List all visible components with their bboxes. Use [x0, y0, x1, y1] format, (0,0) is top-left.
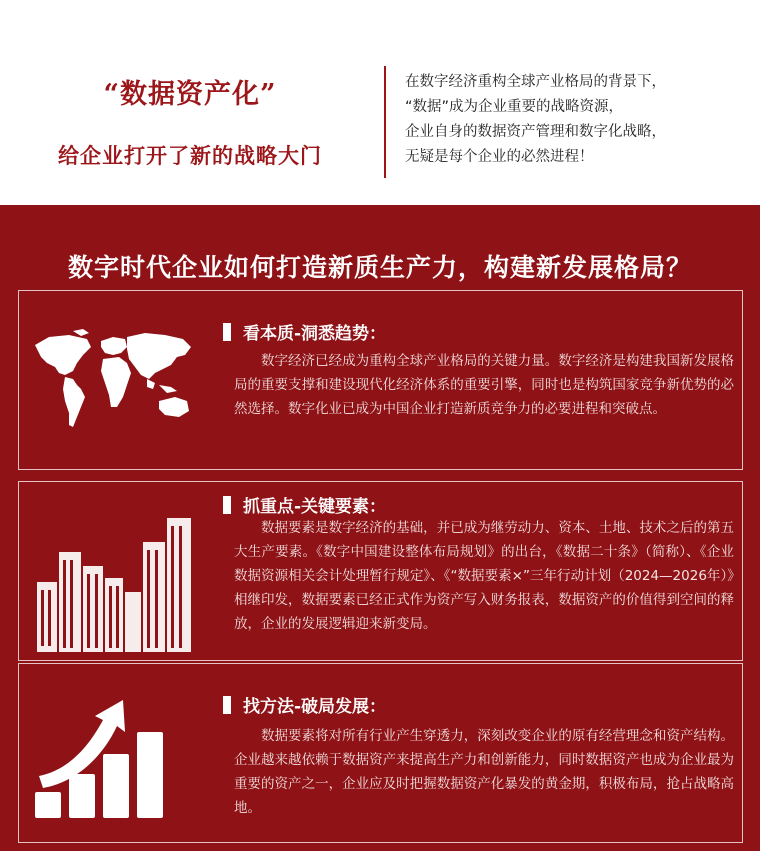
- card-method: [18, 663, 743, 843]
- intro-line: 企业自身的数据资产管理和数字化战略，: [405, 124, 666, 140]
- vertical-divider: [384, 66, 386, 178]
- intro-line: 无疑是每个企业的必然进程！: [405, 149, 594, 165]
- card-title: [223, 319, 386, 344]
- section-headline: 数字时代企业如何打造新质生产力，构建新发展格局？: [67, 253, 692, 282]
- top-banner: [0, 0, 760, 205]
- card-title: [223, 692, 386, 717]
- page-subtitle: 给企业打开了新的战略大门: [58, 144, 322, 168]
- red-section: [0, 205, 760, 851]
- city-skyline-icon: [29, 512, 199, 652]
- card-title-text: 找方法-破局发展：: [243, 697, 387, 717]
- card-title-text: 看本质-洞悉趋势：: [243, 324, 387, 344]
- intro-line: “数据”成为企业重要的战略资源，: [405, 99, 624, 115]
- card-title: [223, 492, 386, 517]
- card-body-text: 数据要素是数字经济的基础，并已成为继劳动力、资本、土地、技术之后的第五大生产要素。《数字中国建设整体布局规划》的出台，《数据二十条》（简称）、《企业数据资源相关会计处理暂行规定》、《“数据要素×”三年行动计划（2024—2026年）》相继印发，数据要素已经正式作为资产写入财务报表，数据资产的价值得到空间的释放，企业的发展逻辑迎来新变局。: [234, 520, 734, 632]
- card-essence: [18, 290, 743, 470]
- page-title: “数据资产化”: [103, 79, 277, 110]
- card-body-text: 数据要素将对所有行业产生穿透力，深刻改变企业的原有经营理念和资产结构。企业越来越依赖于数据资产来提高生产力和创新能力，同时数据资产也成为企业最为重要的资产之一，企业应及时把握数据资产化暴发的黄金期，积极布局，抢占战略高地。: [234, 728, 734, 816]
- world-map-icon: [29, 327, 195, 435]
- intro-text: [405, 70, 745, 170]
- title-bar: [223, 496, 231, 514]
- title-bar: [223, 323, 231, 341]
- growth-chart-icon: [29, 690, 179, 820]
- card-body-text: 数字经济已经成为重构全球产业格局的关键力量。数字经济是构建我国新发展格局的重要支撑和建设现代化经济体系的重要引擎，同时也是构筑国家竞争新优势的必然选择。数字化业已成为中国企业打造新质竞争力的必要进程和突破点。: [234, 353, 734, 417]
- title-bar: [223, 696, 231, 714]
- intro-line: 在数字经济重构全球产业格局的背景下，: [405, 74, 666, 90]
- card-key-elements: [18, 481, 743, 661]
- card-title-text: 抓重点-关键要素：: [243, 497, 387, 517]
